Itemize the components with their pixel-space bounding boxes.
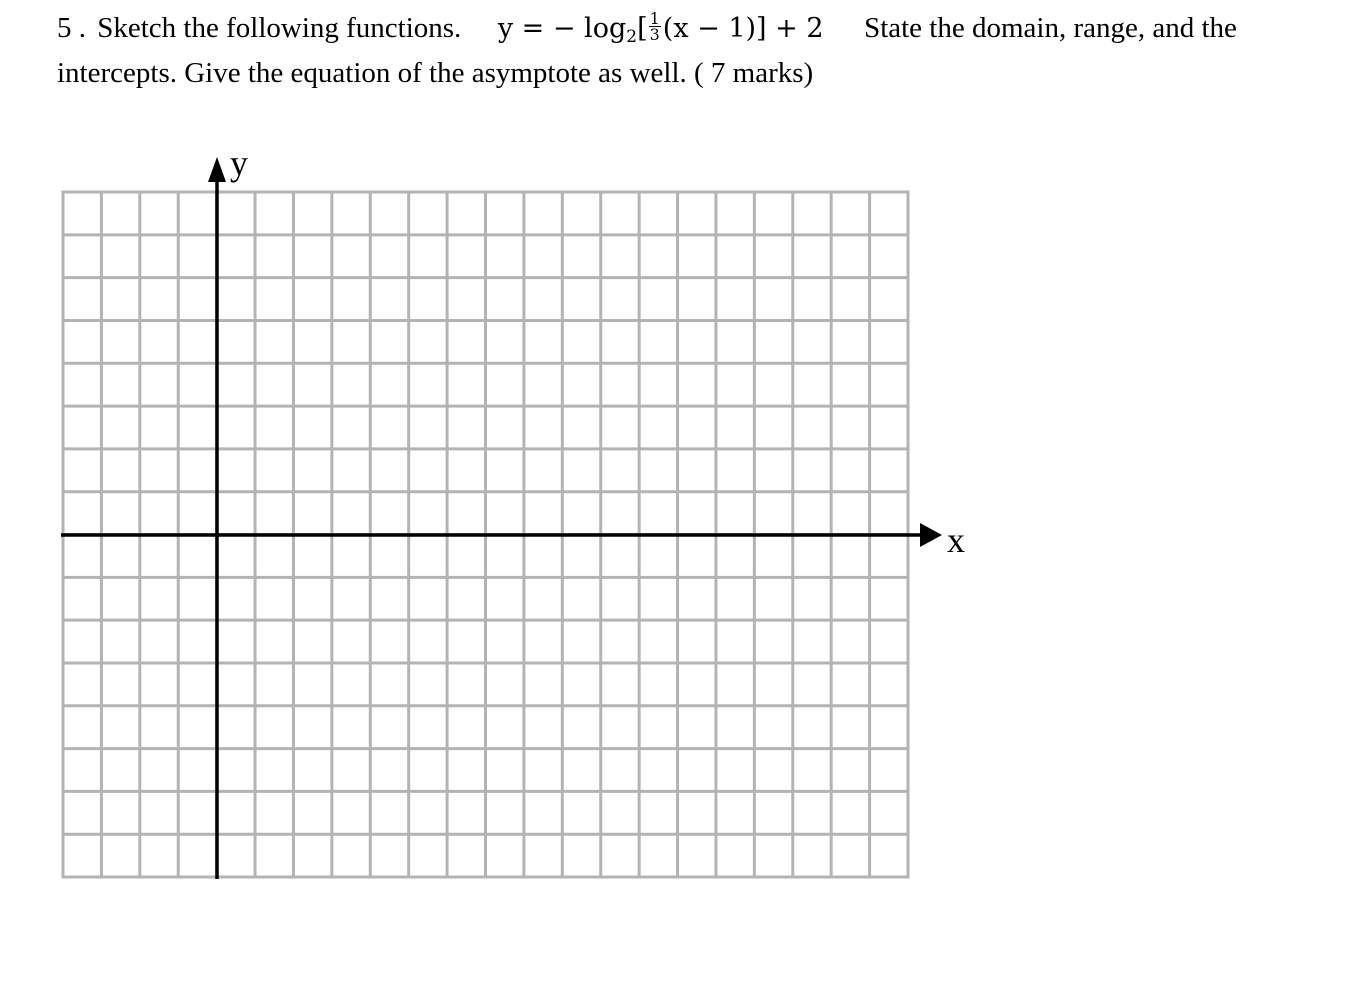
question-number: 5 . bbox=[57, 12, 86, 44]
log-base: 2 bbox=[626, 27, 638, 47]
x-axis-arrow-icon bbox=[920, 523, 942, 547]
equation-open-bracket: [ bbox=[637, 13, 648, 44]
fraction-numerator: 1 bbox=[649, 9, 660, 28]
fraction-denominator: 3 bbox=[649, 25, 660, 44]
question-line1-tail: State the domain, range, and the bbox=[864, 12, 1237, 44]
question-instruction: Sketch the following functions. bbox=[97, 12, 462, 44]
equation-lhs: y = − log bbox=[497, 13, 627, 44]
y-axis-arrow-icon bbox=[208, 157, 226, 182]
y-axis-label: y bbox=[230, 143, 248, 183]
equation-inner: (x − 1)] + 2 bbox=[662, 13, 824, 44]
question-line-2: intercepts. Give the equation of the asymptote as well. ( 7 marks) bbox=[57, 57, 814, 89]
x-axis-label: x bbox=[947, 520, 965, 560]
